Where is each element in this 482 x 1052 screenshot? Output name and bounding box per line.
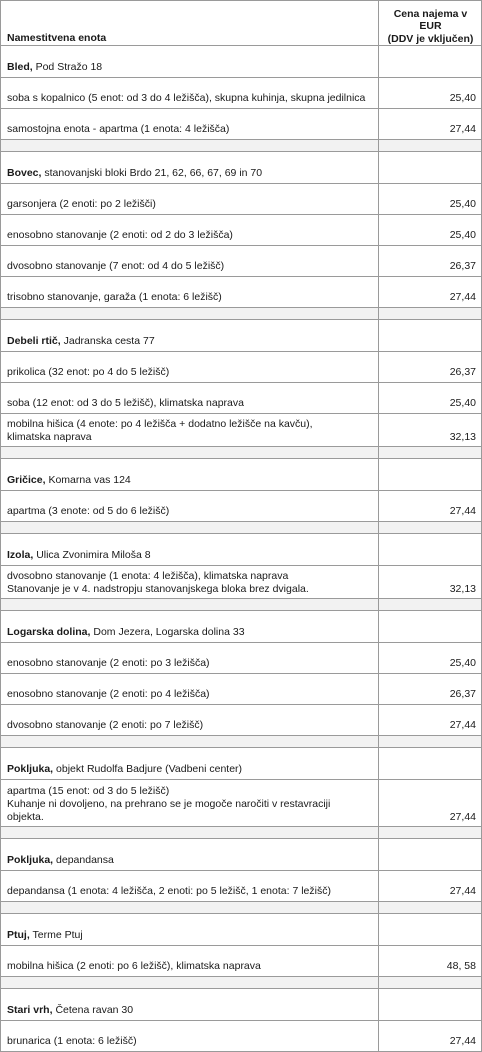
location-address: Četena ravan 30 <box>55 1004 134 1016</box>
spacer-row <box>1 736 482 748</box>
spacer-cell <box>1 827 379 839</box>
unit-description <box>1 246 379 277</box>
description-line: prikolica (32 enot: po 4 do 5 ležišč) <box>7 366 170 378</box>
table-row <box>1 109 482 140</box>
location-cell <box>1 320 379 352</box>
description-line: objekta. <box>7 811 44 823</box>
unit-description <box>1 277 379 308</box>
table-row <box>1 871 482 902</box>
table-row <box>1 215 482 246</box>
location-row <box>1 152 482 184</box>
description-line: soba (12 enot: od 3 do 5 ležišč), klimatska naprava <box>7 397 244 409</box>
unit-price: 26,37 <box>379 352 482 383</box>
table-row <box>1 184 482 215</box>
location-name: Izola, <box>7 549 34 561</box>
table-row <box>1 1021 482 1052</box>
unit-description <box>1 383 379 414</box>
description-line: soba s kopalnico (5 enot: od 3 do 4 ležišča), skupna kuhinja, skupna jedilnica <box>7 92 366 104</box>
unit-price: 32,13 <box>379 414 482 447</box>
spacer-cell <box>379 447 482 459</box>
location-cell <box>1 459 379 491</box>
location-name: Ptuj, <box>7 929 30 941</box>
spacer-cell <box>379 522 482 534</box>
unit-price: 25,40 <box>379 383 482 414</box>
location-price-cell <box>379 914 482 946</box>
unit-description <box>1 491 379 522</box>
table-row <box>1 383 482 414</box>
location-address: Jadranska cesta 77 <box>63 335 155 347</box>
location-row <box>1 320 482 352</box>
description-line: Stanovanje je v 4. nadstropju stanovanjskega bloka brez dvigala. <box>7 583 309 595</box>
spacer-cell <box>1 308 379 320</box>
description-line: apartma (15 enot: od 3 do 5 ležišč) <box>7 785 170 797</box>
spacer-cell <box>1 522 379 534</box>
unit-description <box>1 566 379 599</box>
unit-description <box>1 184 379 215</box>
location-row <box>1 989 482 1021</box>
location-address: Dom Jezera, Logarska dolina 33 <box>93 626 245 638</box>
location-address: Terme Ptuj <box>32 929 83 941</box>
spacer-cell <box>379 902 482 914</box>
table-row <box>1 491 482 522</box>
location-name: Bled, <box>7 61 33 73</box>
description-line: dvosobno stanovanje (2 enoti: po 7 ležišč) <box>7 719 204 731</box>
unit-description <box>1 78 379 109</box>
unit-price: 27,44 <box>379 780 482 827</box>
description-line: enosobno stanovanje (2 enoti: od 2 do 3 ležišča) <box>7 229 233 241</box>
spacer-row <box>1 447 482 459</box>
unit-description <box>1 215 379 246</box>
location-name: Pokljuka, <box>7 854 54 866</box>
description-line: depandansa (1 enota: 4 ležišča, 2 enoti: po 5 ležišč, 1 enota: 7 ležišč) <box>7 885 331 897</box>
spacer-cell <box>1 736 379 748</box>
table-row <box>1 414 482 447</box>
table-row <box>1 643 482 674</box>
table-row <box>1 352 482 383</box>
unit-description <box>1 1021 379 1052</box>
unit-price: 25,40 <box>379 184 482 215</box>
spacer-row <box>1 308 482 320</box>
price-header-line: Cena najema v <box>393 7 468 20</box>
description-line: garsonjera (2 enoti: po 2 ležišči) <box>7 198 156 210</box>
location-address: objekt Rudolfa Badjure (Vadbeni center) <box>56 763 243 775</box>
unit-description <box>1 352 379 383</box>
location-price-cell <box>379 152 482 184</box>
location-name: Bovec, <box>7 167 42 179</box>
table-row <box>1 246 482 277</box>
location-price-cell <box>379 748 482 780</box>
location-address: Komarna vas 124 <box>48 474 131 486</box>
spacer-cell <box>1 599 379 611</box>
spacer-row <box>1 522 482 534</box>
table-body <box>1 46 482 1052</box>
table-row <box>1 277 482 308</box>
location-row <box>1 748 482 780</box>
unit-price: 48, 58 <box>379 946 482 977</box>
column-header-price <box>379 1 482 46</box>
spacer-cell <box>379 827 482 839</box>
description-line: apartma (3 enote: od 5 do 6 ležišč) <box>7 505 170 517</box>
spacer-cell <box>379 736 482 748</box>
table-row <box>1 674 482 705</box>
location-cell <box>1 611 379 643</box>
description-line: samostojna enota - apartma (1 enota: 4 ležišča) <box>7 123 230 135</box>
unit-price: 27,44 <box>379 1021 482 1052</box>
description-line: mobilna hišica (2 enoti: po 6 ležišč), klimatska naprava <box>7 960 261 972</box>
unit-description <box>1 871 379 902</box>
table-row <box>1 946 482 977</box>
location-cell <box>1 989 379 1021</box>
spacer-cell <box>379 599 482 611</box>
location-row <box>1 839 482 871</box>
unit-price: 27,44 <box>379 705 482 736</box>
unit-price: 25,40 <box>379 643 482 674</box>
table-row <box>1 705 482 736</box>
price-header-line: EUR <box>419 20 442 32</box>
spacer-row <box>1 140 482 152</box>
description-line: dvosobno stanovanje (7 enot: od 4 do 5 ležišč) <box>7 260 225 272</box>
description-line: dvosobno stanovanje (1 enota: 4 ležišča), klimatska naprava <box>7 570 289 582</box>
description-line: mobilna hišica (4 enote: po 4 ležišča + dodatno ležišče na kavču), <box>7 418 313 430</box>
unit-price: 27,44 <box>379 871 482 902</box>
spacer-row <box>1 977 482 989</box>
location-cell <box>1 748 379 780</box>
unit-price: 27,44 <box>379 277 482 308</box>
location-row <box>1 46 482 78</box>
location-address: depandansa <box>56 854 114 866</box>
description-line: enosobno stanovanje (2 enoti: po 3 ležišča) <box>7 657 210 669</box>
location-name: Debeli rtič, <box>7 335 61 347</box>
location-address: stanovanjski bloki Brdo 21, 62, 66, 67, 69 in 70 <box>44 167 263 179</box>
unit-description <box>1 674 379 705</box>
location-name: Stari vrh, <box>7 1004 53 1016</box>
location-cell <box>1 839 379 871</box>
location-row <box>1 534 482 566</box>
spacer-cell <box>1 140 379 152</box>
location-price-cell <box>379 839 482 871</box>
unit-description <box>1 643 379 674</box>
spacer-cell <box>379 308 482 320</box>
spacer-cell <box>1 902 379 914</box>
location-name: Gričice, <box>7 474 46 486</box>
unit-price: 27,44 <box>379 491 482 522</box>
description-line: brunarica (1 enota: 6 ležišč) <box>7 1035 137 1047</box>
location-price-cell <box>379 534 482 566</box>
spacer-row <box>1 599 482 611</box>
unit-description <box>1 780 379 827</box>
spacer-cell <box>1 977 379 989</box>
location-row <box>1 611 482 643</box>
location-address: Pod Stražo 18 <box>35 61 103 73</box>
location-price-cell <box>379 320 482 352</box>
unit-description <box>1 705 379 736</box>
location-name: Pokljuka, <box>7 763 54 775</box>
unit-price: 25,40 <box>379 215 482 246</box>
description-line: enosobno stanovanje (2 enoti: po 4 ležišča) <box>7 688 210 700</box>
unit-description <box>1 414 379 447</box>
unit-description <box>1 946 379 977</box>
description-line: trisobno stanovanje, garaža (1 enota: 6 ležišč) <box>7 291 222 303</box>
location-cell <box>1 152 379 184</box>
location-cell <box>1 914 379 946</box>
location-name: Logarska dolina, <box>7 626 91 638</box>
unit-price: 25,40 <box>379 78 482 109</box>
table-row <box>1 780 482 827</box>
price-header-line: (DDV je vključen) <box>387 32 474 45</box>
location-address: Ulica Zvonimira Miloša 8 <box>36 549 151 561</box>
spacer-row <box>1 902 482 914</box>
location-price-cell <box>379 611 482 643</box>
location-price-cell <box>379 459 482 491</box>
spacer-cell <box>379 140 482 152</box>
column-header-name: Namestitvena enota <box>1 1 379 46</box>
location-cell <box>1 534 379 566</box>
table-header-row <box>1 1 482 46</box>
unit-price: 26,37 <box>379 246 482 277</box>
unit-price: 32,13 <box>379 566 482 599</box>
spacer-cell <box>1 447 379 459</box>
location-price-cell <box>379 989 482 1021</box>
table-row <box>1 566 482 599</box>
description-line: Kuhanje ni dovoljeno, na prehrano se je mogoče naročiti v restavraciji <box>7 798 331 810</box>
spacer-cell <box>379 977 482 989</box>
description-line: klimatska naprava <box>7 431 92 443</box>
location-cell <box>1 46 379 78</box>
unit-price: 26,37 <box>379 674 482 705</box>
location-row <box>1 459 482 491</box>
location-row <box>1 914 482 946</box>
unit-description <box>1 109 379 140</box>
spacer-row <box>1 827 482 839</box>
location-price-cell <box>379 46 482 78</box>
table-row <box>1 78 482 109</box>
unit-price: 27,44 <box>379 109 482 140</box>
